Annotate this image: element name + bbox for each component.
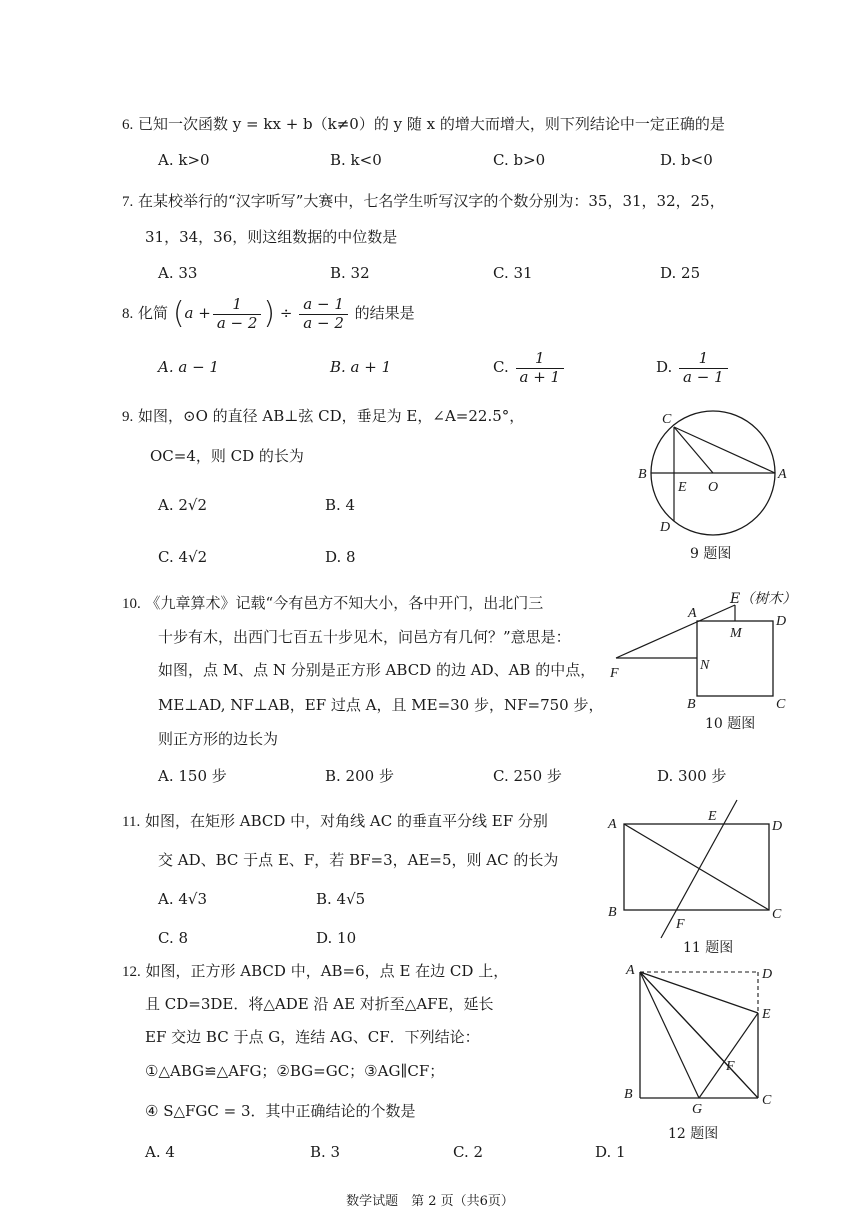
- q8-suffix: 的结果是: [354, 304, 415, 322]
- q10-option-b: B. 200 步: [325, 767, 394, 785]
- q10-number: 10.: [122, 596, 141, 612]
- q9-label-d: D: [660, 520, 671, 535]
- q7-text-line1: 在某校举行的“汉字听写”大赛中，七名学生听写汉字的个数分别为：35，31，32，25，: [138, 192, 725, 210]
- q12-label-b: B: [624, 1087, 633, 1102]
- q6-number: 6.: [122, 117, 134, 133]
- q10-label-n: N: [700, 658, 710, 673]
- q8-fraction-2-denominator: a − 2: [303, 313, 344, 332]
- q8-number: 8.: [122, 306, 134, 322]
- q12-label-d: D: [762, 967, 773, 982]
- q11-text-line2: 交 AD、BC 于点 E、F，若 BF=3，AE=5，则 AC 的长为: [158, 851, 559, 869]
- q11-label-f: F: [676, 917, 685, 932]
- q10-option-c: C. 250 步: [493, 767, 562, 785]
- q8-option-d-denominator: a − 1: [683, 367, 724, 386]
- q8-fraction-2: [299, 296, 348, 332]
- q9-figure: [630, 405, 800, 540]
- q9-text-line1: 如图，⊙O 的直径 AB⊥弦 CD，垂足为 E，∠A=22.5°，: [138, 407, 525, 425]
- q12-option-b: B. 3: [310, 1143, 341, 1161]
- q8-prefix: 化简: [138, 304, 169, 322]
- q11-figure: [604, 798, 794, 948]
- q10-caption: 10 题图: [705, 716, 756, 732]
- q12-number: 12.: [122, 964, 141, 980]
- q7-option-b: B. 32: [330, 264, 370, 282]
- q12-option-c: C. 2: [453, 1143, 484, 1161]
- q12-text-line1: 如图，正方形 ABCD 中，AB=6，点 E 在边 CD 上，: [145, 962, 509, 980]
- q8-option-d-fraction: [679, 350, 728, 386]
- q11-option-b: B. 4√5: [316, 890, 366, 908]
- q10-option-a: A. 150 步: [158, 767, 227, 785]
- q12-option-d: D. 1: [595, 1143, 626, 1161]
- q6-option-c: C. b>0: [493, 151, 546, 169]
- q7-option-c: C. 31: [493, 264, 533, 282]
- q11-stem-line1: [122, 810, 548, 831]
- q12-label-f: F: [726, 1059, 735, 1074]
- q12-figure: [620, 958, 790, 1118]
- q11-caption: 11 题图: [683, 940, 734, 956]
- q11-bisector-ef: [661, 800, 737, 938]
- q11-label-a: A: [608, 817, 617, 832]
- q12-label-g: G: [692, 1102, 703, 1117]
- q9-option-d: D. 8: [325, 548, 356, 566]
- q9-label-o: O: [708, 480, 719, 495]
- q12-segment-ae: [640, 972, 758, 1013]
- q11-diagonal-ac: [624, 824, 769, 910]
- q11-text-line1: 如图，在矩形 ABCD 中，对角线 AC 的垂直平分线 EF 分别: [144, 812, 548, 830]
- q8-option-d-numerator: 1: [679, 350, 728, 368]
- q10-label-a: A: [688, 606, 697, 621]
- q7-option-d: D. 25: [660, 264, 701, 282]
- q8-option-b: B. a + 1: [330, 358, 392, 376]
- q6-stem: [122, 113, 725, 134]
- q10-label-d: D: [776, 614, 787, 629]
- q11-option-a: A. 4√3: [158, 890, 208, 908]
- q8-fraction-1: [213, 296, 262, 332]
- page-footer: 数学试题 第 2 页（共6页）: [346, 1194, 514, 1209]
- q12-caption: 12 题图: [668, 1126, 719, 1142]
- q8-stem: [122, 290, 415, 336]
- q10-text-line3: 如图，点 M、点 N 分别是正方形 ABCD 的边 AD、AB 的中点，: [158, 661, 596, 679]
- q10-label-c: C: [776, 697, 786, 710]
- q10-text-line5: 则正方形的边长为: [158, 730, 279, 748]
- q9-label-a: A: [778, 467, 787, 482]
- q12-label-c: C: [762, 1093, 772, 1108]
- q9-option-b: B. 4: [325, 496, 356, 514]
- q10-option-d: D. 300 步: [657, 767, 727, 785]
- q8-option-d: [656, 345, 730, 389]
- q8-option-c-fraction: [516, 350, 565, 386]
- q8-option-c-denominator: a + 1: [519, 367, 561, 386]
- q8-option-d-label: D.: [656, 358, 673, 376]
- q9-stem-line1: [122, 405, 524, 426]
- q8-option-c-label: C.: [493, 358, 509, 376]
- q10-text-line1: 《九章算术》记载“今有邑方不知大小，各中开门，出北门三: [145, 594, 544, 612]
- q8-fraction-1-numerator: 1: [213, 296, 262, 314]
- q9-label-b: B: [638, 467, 647, 482]
- q12-label-e: E: [762, 1007, 771, 1022]
- q10-segment-ef: [616, 605, 735, 658]
- q12-text-line5: ④ S△FGC = 3．其中正确结论的个数是: [145, 1102, 416, 1120]
- q9-segment-co: [674, 427, 713, 473]
- q11-number: 11.: [122, 814, 141, 830]
- right-paren: ): [263, 296, 276, 331]
- q12-stem-line1: [122, 960, 508, 981]
- q6-option-d: D. b<0: [660, 151, 713, 169]
- q10-tree-label: E（树木）: [730, 591, 797, 607]
- q9-number: 9.: [122, 409, 134, 425]
- q6-text: 已知一次函数 y = kx + b（k≠0）的 y 随 x 的增大而增大，则下列结论中一定正确的是: [138, 115, 725, 133]
- q11-label-c: C: [772, 907, 782, 922]
- q10-label-f: F: [610, 666, 619, 681]
- q12-segment-ag: [640, 972, 699, 1098]
- q8-expr-a: a +: [184, 304, 211, 322]
- q9-caption: 9 题图: [690, 546, 732, 562]
- q12-text-line4: ①△ABG≌△AFG；②BG=GC；③AG∥CF；: [145, 1062, 445, 1080]
- q12-segment-eg: [699, 1013, 758, 1098]
- q8-fraction-2-numerator: a − 1: [299, 296, 348, 314]
- q12-text-line3: EF 交边 BC 于点 G，连结 AG、CF．下列结论：: [145, 1028, 480, 1046]
- q12-label-a: A: [626, 963, 635, 978]
- q7-text-line2: 31，34，36，则这组数据的中位数是: [145, 228, 398, 246]
- q12-text-line2: 且 CD=3DE．将△ADE 沿 AE 对折至△AFE，延长: [145, 995, 494, 1013]
- q11-label-b: B: [608, 905, 617, 920]
- q9-option-c: C. 4√2: [158, 548, 208, 566]
- q11-option-d: D. 10: [316, 929, 357, 947]
- q10-stem-line1: [122, 592, 543, 613]
- q11-label-e: E: [708, 809, 717, 824]
- q12-segment-fc: [734, 1072, 758, 1098]
- q7-stem-line1: [122, 190, 725, 211]
- q9-option-a: A. 2√2: [158, 496, 208, 514]
- q12-option-a: A. 4: [145, 1143, 175, 1161]
- q11-label-d: D: [772, 819, 783, 834]
- q8-option-a: A. a − 1: [158, 358, 219, 376]
- q9-segment-ca: [674, 427, 775, 473]
- left-paren: (: [172, 296, 185, 331]
- q10-label-m: M: [730, 626, 742, 641]
- q9-label-c: C: [662, 412, 672, 427]
- q10-text-line4: ME⊥AD, NF⊥AB，EF 过点 A，且 ME=30 步，NF=750 步，: [158, 696, 604, 714]
- q6-option-a: A. k>0: [158, 151, 210, 169]
- q8-option-c: [493, 345, 566, 389]
- q7-number: 7.: [122, 194, 134, 210]
- q8-option-c-numerator: 1: [516, 350, 565, 368]
- q8-fraction-1-denominator: a − 2: [216, 313, 258, 332]
- q11-option-c: C. 8: [158, 929, 189, 947]
- q10-label-b: B: [687, 697, 696, 710]
- q10-text-line2: 十步有木，出西门七百五十步见木，问邑方有几何？”意思是：: [158, 628, 571, 646]
- q9-label-e: E: [678, 480, 687, 495]
- q6-option-b: B. k<0: [330, 151, 382, 169]
- q7-option-a: A. 33: [158, 264, 198, 282]
- q9-text-line2: OC=4，则 CD 的长为: [150, 447, 304, 465]
- q8-divide-sign: ÷: [279, 304, 293, 322]
